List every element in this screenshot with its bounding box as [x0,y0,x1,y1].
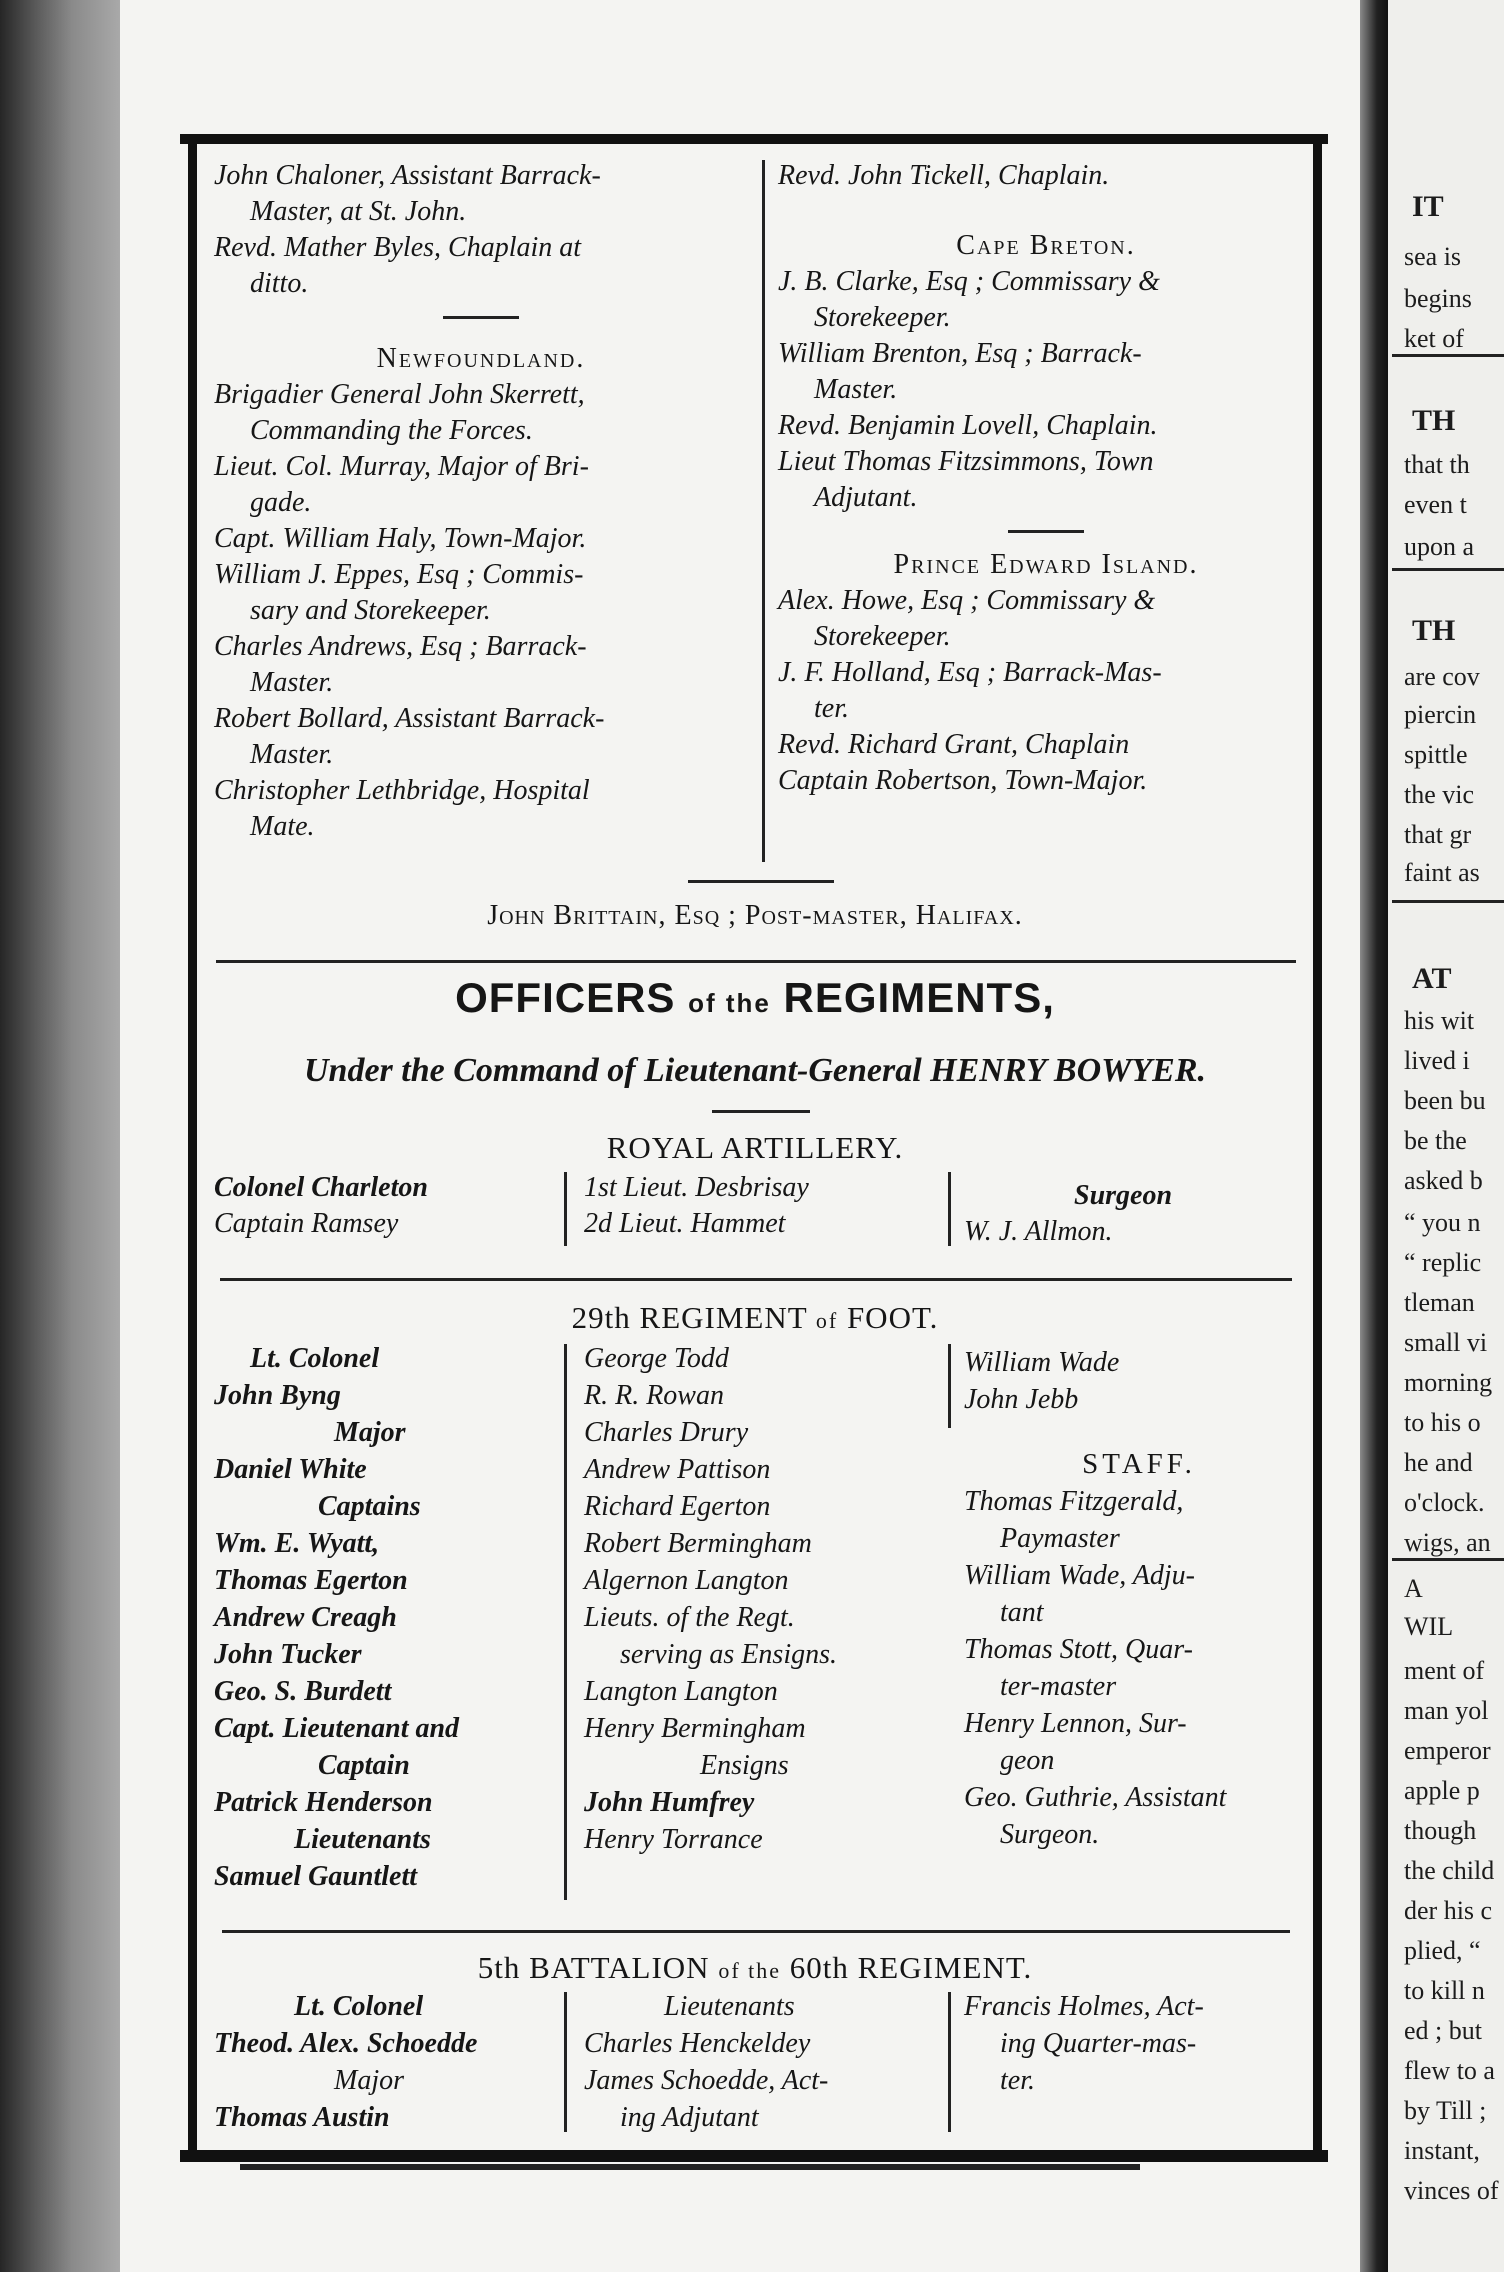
entry-line: Lieutenants [294,1824,431,1855]
staff-heading: STAFF. [1082,1448,1196,1480]
next-page-text-line: asked b [1404,1166,1483,1195]
officers-heading [200,974,1310,1022]
regiment-29-col-3 [964,1344,1314,1853]
column-divider [948,1992,951,2132]
column-divider [564,1344,567,1900]
entry-line: Charles Andrews, Esq ; Barrack- [214,631,587,662]
entry-line: J. B. Clarke, Esq ; Commissary & [778,266,1160,297]
column-divider [948,1344,951,1428]
next-page-text-line: that gr [1404,820,1472,849]
section-rule [220,1278,1292,1281]
next-page-text-line: even t [1404,490,1467,519]
entry-line: Thomas Egerton [214,1565,408,1596]
divider-dash [712,1110,810,1113]
frame-bottom-rule [180,2150,1328,2162]
entry-line: Thomas Stott, Quar- [964,1634,1193,1665]
next-page-rule [1392,568,1504,571]
entry-line: Lt. Colonel [294,1991,424,2022]
next-page-text-line: WIL [1404,1612,1454,1641]
officers-heading-word: REGIMENTS, [783,974,1055,1021]
entry-line: serving as Ensigns. [620,1639,837,1670]
next-page-text-line: to his o [1404,1408,1481,1437]
book-spine-edge [0,0,120,2272]
battalion-60-heading-b: of the [718,1958,782,1983]
officers-heading-word: OFFICERS [455,974,676,1021]
next-page-text-line: the vic [1404,780,1475,809]
regiment-29-heading-c: FOOT. [846,1300,939,1335]
divider-dash [443,316,519,319]
entry-line: Brigadier General John Skerrett, [214,379,585,410]
next-page-text-line: by Till ; [1404,2096,1487,2125]
entry-line: James Schoedde, Act- [584,2065,829,2096]
next-page-rule [1392,900,1504,903]
postmaster-line: John Brittain, Esq ; Post-master, Halifax. [487,900,1023,931]
next-page-text-line: vinces of [1404,2176,1499,2205]
entry-line: Mate. [250,811,315,842]
upper-right-column [778,158,1314,799]
next-page-text-line: faint as [1404,858,1480,887]
regiment-29-col-1 [214,1340,564,1895]
next-page-text-line: apple p [1404,1776,1480,1805]
entry-line: George Todd [584,1343,729,1374]
entry-line: Captains [318,1491,421,1522]
entry-line: Robert Bermingham [584,1528,812,1559]
entry-line: Lieut. Col. Murray, Major of Bri- [214,451,589,482]
section-rule [222,1930,1290,1933]
next-page-text-line: sea is [1404,242,1462,271]
next-page-text-line: to kill n [1404,1976,1485,2005]
next-page-text-line: TH [1412,614,1456,647]
battalion-60-heading-a: 5th BATTALION [477,1950,710,1985]
entry-line: Colonel Charleton [214,1172,428,1203]
entry-line: Master. [250,739,334,770]
next-page-text-line: the child [1404,1856,1495,1885]
next-page-text-line: that th [1404,450,1470,479]
entry-line: John Byng [214,1380,341,1411]
entry-line: Christopher Lethbridge, Hospital [214,775,590,806]
battalion-60-col-2 [584,1988,944,2136]
entry-line: Revd. John Tickell, Chaplain. [778,160,1110,191]
entry-line: W. J. Allmon. [964,1216,1113,1247]
entry-line: Surgeon. [1000,1819,1100,1850]
entry-line: ter. [1000,2065,1035,2096]
entry-line: Daniel White [214,1454,367,1485]
entry-line: 1st Lieut. Desbrisay [584,1172,809,1203]
entry-line: Ensigns [700,1750,789,1781]
regiment-29-heading-a: 29th REGIMENT [571,1300,808,1335]
entry-line: Major [334,2065,404,2096]
entry-line: gade. [250,487,312,518]
next-page-text-line: spittle [1404,740,1468,769]
entry-line: R. R. Rowan [584,1380,724,1411]
battalion-60-col-3 [964,1988,1314,2099]
entry-line: Master. [814,374,898,405]
entry-line: Lieutenants [664,1991,795,2022]
next-page-text-line: flew to a [1404,2056,1495,2085]
next-page-text-line: begins [1404,284,1472,313]
entry-line: Capt. William Haly, Town-Major. [214,523,587,554]
entry-line: Commanding the Forces. [250,415,533,446]
entry-line: Thomas Austin [214,2102,390,2133]
upper-left-column [214,158,748,845]
entry-line: ditto. [250,268,309,299]
entry-line: Henry Torrance [584,1824,763,1855]
section-rule [216,960,1296,963]
section-heading-newfoundland: Newfoundland. [376,343,586,374]
next-page-text-line: though [1404,1816,1477,1845]
entry-line: Geo. Guthrie, Assistant [964,1782,1227,1813]
next-page-text-line: plied, “ [1404,1936,1481,1965]
entry-line: Samuel Gauntlett [214,1861,418,1892]
next-page-text-line: IT [1412,190,1444,223]
entry-line: Geo. S. Burdett [214,1676,392,1707]
entry-line: William Wade [964,1347,1120,1378]
entry-line: Captain Robertson, Town-Major. [778,765,1148,796]
regiment-29-heading-b: of [815,1308,839,1333]
entry-line: ing Quarter-mas- [1000,2028,1197,2059]
battalion-60-heading [200,1950,1310,1986]
next-page-text-line: been bu [1404,1086,1486,1115]
artillery-col-1 [214,1170,554,1242]
next-page-text-line: morning [1404,1368,1493,1397]
entry-line: Thomas Fitzgerald, [964,1486,1184,1517]
entry-line: tant [1000,1597,1044,1628]
entry-line: Lieuts. of the Regt. [584,1602,795,1633]
next-page-text-line: o'clock. [1404,1488,1485,1517]
entry-line: Charles Henckeldey [584,2028,811,2059]
entry-line: William Brenton, Esq ; Barrack- [778,338,1142,369]
divider-dash [1008,530,1084,533]
column-divider [948,1172,951,1246]
entry-line: Andrew Pattison [584,1454,771,1485]
entry-line: ter. [814,693,849,724]
entry-line: ing Adjutant [620,2102,759,2133]
book-gutter [1360,0,1388,2272]
entry-line: Robert Bollard, Assistant Barrack- [214,703,605,734]
next-page-text-line: piercin [1404,700,1477,729]
artillery-col-3 [964,1178,1304,1250]
entry-line: Henry Bermingham [584,1713,806,1744]
entry-line: Revd. Mather Byles, Chaplain at [214,232,582,263]
entry-line: John Humfrey [584,1787,755,1818]
entry-line: Theod. Alex. Schoedde [214,2028,478,2059]
entry-line: Andrew Creagh [214,1602,397,1633]
entry-line: Charles Drury [584,1417,749,1448]
next-page-text-line: lived i [1404,1046,1470,1075]
frame-bottom-rule-thin [240,2164,1140,2170]
regiment-29-heading [200,1300,1310,1336]
next-page-fragment [1388,0,1504,2272]
royal-artillery-heading: ROYAL ARTILLERY. [606,1130,904,1165]
entry-line: Lieut Thomas Fitzsimmons, Town [778,446,1154,477]
entry-line: John Chaloner, Assistant Barrack- [214,160,601,191]
column-divider [564,1992,567,2132]
column-divider [762,160,765,862]
artillery-col-2 [584,1170,924,1242]
entry-line: Master, at St. John. [250,196,467,227]
next-page-text-line: ket of [1404,324,1464,353]
next-page-text-line: be the [1404,1126,1467,1155]
entry-line: Major [334,1417,406,1448]
section-heading-prince-edward-island: Prince Edward Island. [893,549,1199,580]
next-page-text-line: tleman [1404,1288,1475,1317]
next-page-text-line: emperor [1404,1736,1491,1765]
entry-line: Revd. Benjamin Lovell, Chaplain. [778,410,1158,441]
entry-line: Master. [250,667,334,698]
next-page-text-line: are cov [1404,662,1480,691]
officers-heading-small: of the [688,988,771,1018]
next-page-text-line: AT [1412,962,1452,995]
divider-dash [688,880,834,883]
entry-line: John Jebb [964,1384,1079,1415]
entry-line: Langton Langton [584,1676,778,1707]
entry-line: Richard Egerton [584,1491,771,1522]
battalion-60-heading-c: 60th REGIMENT. [789,1950,1033,1985]
next-page-text-line: wigs, an [1404,1528,1491,1557]
next-page-text-line: TH [1412,404,1456,437]
entry-line: Surgeon [1074,1180,1173,1211]
regiment-29-col-2 [584,1340,944,1858]
next-page-text-line: he and [1404,1448,1473,1477]
entry-line: Captain Ramsey [214,1208,399,1239]
entry-line: Revd. Richard Grant, Chaplain [778,729,1130,760]
next-page-text-line: instant, [1404,2136,1480,2165]
next-page-text-line: small vi [1404,1328,1488,1357]
entry-line: Patrick Henderson [214,1787,433,1818]
next-page-text-line: ed ; but [1404,2016,1482,2045]
entry-line: Wm. E. Wyatt, [214,1528,380,1559]
next-page-text-line: upon a [1404,532,1475,561]
entry-line: Lt. Colonel [250,1343,380,1374]
entry-line: Alex. Howe, Esq ; Commissary & [778,585,1156,616]
battalion-60-col-1 [214,1988,564,2136]
entry-line: Adjutant. [814,482,918,513]
entry-line: Storekeeper. [814,302,951,333]
entry-line: William J. Eppes, Esq ; Commis- [214,559,584,590]
entry-line: Captain [318,1750,410,1781]
officers-subheading: Under the Command of Lieutenant-General HENRY BOWYER. [303,1052,1207,1089]
entry-line: Algernon Langton [584,1565,789,1596]
next-page-text-line: his wit [1404,1006,1475,1035]
next-page-text-line: man yol [1404,1696,1489,1725]
entry-line: John Tucker [214,1639,362,1670]
entry-line: ter-master [1000,1671,1117,1702]
next-page-text-line: “ replic [1404,1248,1482,1277]
entry-line: geon [1000,1745,1055,1776]
entry-line: Francis Holmes, Act- [964,1991,1204,2022]
entry-line: sary and Storekeeper. [250,595,491,626]
next-page-text-line: “ you n [1404,1208,1481,1237]
entry-line: Henry Lennon, Sur- [964,1708,1187,1739]
entry-line: William Wade, Adju- [964,1560,1195,1591]
entry-line: Storekeeper. [814,621,951,652]
entry-line: Paymaster [1000,1523,1120,1554]
entry-line: Capt. Lieutenant and [214,1713,460,1744]
next-page-text-line: der his c [1404,1896,1493,1925]
next-page-text-line: A [1404,1574,1423,1603]
entry-line: 2d Lieut. Hammet [584,1208,786,1239]
section-heading-cape-breton: Cape Breton. [956,230,1136,261]
next-page-text-line: ment of [1404,1656,1485,1685]
next-page-rule [1392,1558,1504,1561]
next-page-rule [1392,354,1504,357]
column-divider [564,1172,567,1246]
entry-line: J. F. Holland, Esq ; Barrack-Mas- [778,657,1162,688]
